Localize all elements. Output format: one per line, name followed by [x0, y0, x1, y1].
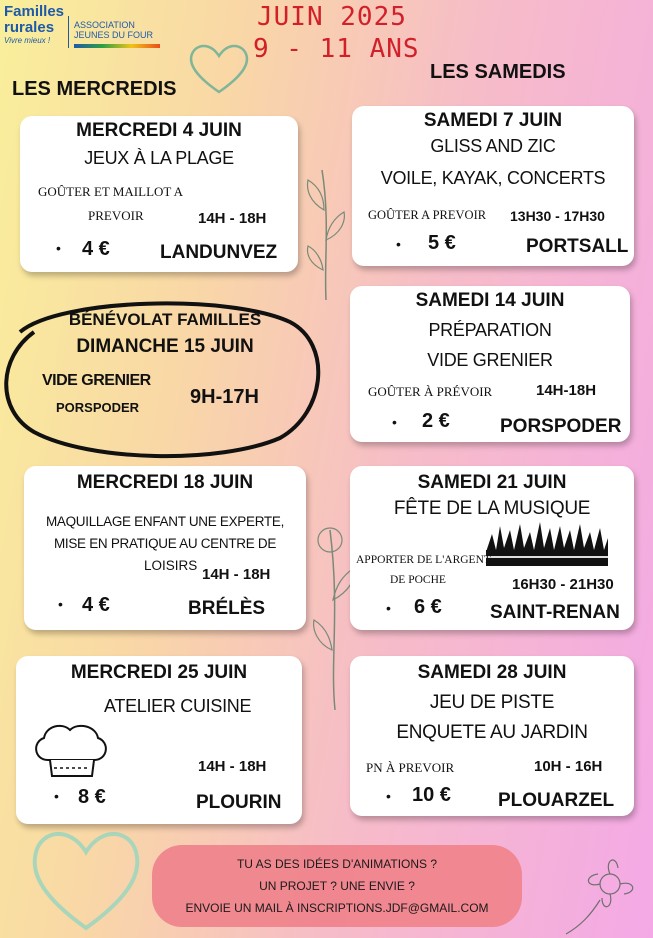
benevolat-location: PORSPODER: [56, 400, 140, 415]
event-description: MISE EN PRATIQUE AU CENTRE DE: [53, 536, 277, 551]
contact-line-1: TU AS DES IDÉES D'ANIMATIONS ?: [236, 857, 438, 871]
event-price: 5 €: [428, 232, 456, 254]
event-card-sat28: [350, 656, 634, 816]
bullet: •: [396, 236, 401, 252]
event-activity: GLISS AND ZIC: [430, 136, 556, 156]
benevolat-activity: VIDE GRENIER: [42, 372, 151, 389]
event-activity: ATELIER CUISINE: [104, 696, 252, 716]
assoc-line-1: ASSOCIATION: [74, 20, 135, 30]
event-card-sat21: [350, 466, 634, 630]
benevolat-time: 9H-17H: [190, 386, 259, 408]
heart-outline-icon: [26, 820, 146, 932]
event-time: 14H - 18H: [202, 566, 271, 583]
benevolat-date: DIMANCHE 15 JUIN: [76, 336, 254, 357]
age-range: 9 - 11 ANS: [253, 34, 420, 64]
event-activity: JEU DE PISTE: [429, 692, 555, 713]
benevolat-title: BÉNÉVOLAT FAMILLES: [68, 310, 262, 329]
logo-word-1: Familles: [4, 3, 65, 20]
bullet: •: [392, 414, 397, 430]
event-time: 14H - 18H: [198, 210, 267, 227]
event-note: PN À PREVOIR: [366, 760, 455, 775]
benevolat-block: [40, 306, 290, 436]
logo-tagline: Vivre mieux !: [4, 36, 51, 45]
event-location: PLOURIN: [196, 792, 282, 813]
event-title: MERCREDI 25 JUIN: [70, 662, 248, 683]
event-price: 4 €: [82, 594, 110, 616]
event-title: SAMEDI 14 JUIN: [415, 290, 565, 311]
section-saturdays: LES SAMEDIS: [430, 61, 566, 83]
event-note: GOÛTER À PRÉVOIR: [368, 384, 493, 399]
association-name: [74, 20, 153, 40]
contact-line-2: UN PROJET ? UNE ENVIE ?: [259, 879, 415, 893]
bullet: •: [56, 240, 61, 256]
event-note: DE POCHE: [390, 574, 446, 586]
flower-branch-icon: [296, 150, 356, 300]
logo: [4, 4, 162, 56]
event-price: 2 €: [422, 410, 450, 432]
event-note: PREVOIR: [88, 208, 144, 223]
event-card-wed25: [16, 656, 302, 824]
event-location: SAINT-RENAN: [490, 602, 620, 623]
logo-color-bar: [74, 44, 160, 48]
logo-word-2: rurales: [4, 19, 55, 36]
event-location: BRÉLÈS: [188, 598, 266, 619]
event-activity: JEUX À LA PLAGE: [84, 148, 234, 168]
event-time: 14H-18H: [536, 382, 597, 399]
event-title: SAMEDI 28 JUIN: [417, 662, 567, 683]
event-card-sat7: [352, 106, 634, 266]
bullet: •: [54, 788, 59, 804]
event-activity: FÊTE DE LA MUSIQUE: [393, 498, 591, 519]
month-title: JUIN 2025: [257, 2, 407, 32]
event-title: MERCREDI 18 JUIN: [76, 472, 254, 493]
event-activity: PRÉPARATION: [428, 320, 552, 340]
event-location: LANDUNVEZ: [160, 242, 278, 263]
event-time: 16H30 - 21H30: [512, 576, 614, 593]
bullet: •: [386, 788, 391, 804]
event-location: PORSPODER: [500, 416, 622, 437]
chef-hat-icon: [30, 720, 112, 778]
concert-crowd-icon: [486, 520, 608, 566]
event-time: 13H30 - 17H30: [510, 208, 605, 224]
logo-text: [4, 4, 64, 45]
event-card-wed4: [20, 116, 298, 272]
event-activity: ENQUETE AU JARDIN: [396, 722, 588, 743]
event-price: 8 €: [78, 786, 106, 808]
event-time: 14H - 18H: [198, 758, 267, 775]
flower-icon: [560, 840, 652, 936]
logo-divider: [68, 16, 69, 48]
section-wednesdays: LES MERCREDIS: [12, 78, 177, 100]
event-price: 10 €: [412, 784, 451, 806]
contact-email: ENVOIE UN MAIL À INSCRIPTIONS.JDF@GMAIL.COM: [185, 901, 489, 915]
event-title: MERCREDI 4 JUIN: [76, 120, 242, 141]
event-card-wed18: [24, 466, 306, 630]
event-time: 10H - 16H: [534, 758, 603, 775]
event-activity: VOILE, KAYAK, CONCERTS: [380, 168, 606, 188]
assoc-line-2: JEUNES DU FOUR: [74, 30, 154, 40]
event-description: LOISIRS: [144, 558, 198, 573]
event-title: SAMEDI 21 JUIN: [417, 472, 567, 493]
event-card-sat14: [350, 286, 630, 442]
event-note: GOÛTER A PREVOIR: [368, 208, 487, 222]
event-note: GOÛTER ET MAILLOT A: [38, 184, 184, 199]
event-title: SAMEDI 7 JUIN: [423, 110, 563, 131]
bullet: •: [386, 600, 391, 616]
event-note: APPORTER DE L'ARGENT: [356, 554, 491, 566]
event-location: PORTSALL: [526, 236, 629, 257]
event-location: PLOUARZEL: [498, 790, 615, 811]
bullet: •: [58, 596, 63, 612]
event-price: 4 €: [82, 238, 110, 260]
event-description: MAQUILLAGE ENFANT UNE EXPERTE,: [45, 514, 285, 529]
contact-box: [152, 845, 522, 927]
event-price: 6 €: [414, 596, 442, 618]
heart-outline-icon: [186, 40, 252, 96]
event-activity: VIDE GRENIER: [427, 350, 553, 370]
